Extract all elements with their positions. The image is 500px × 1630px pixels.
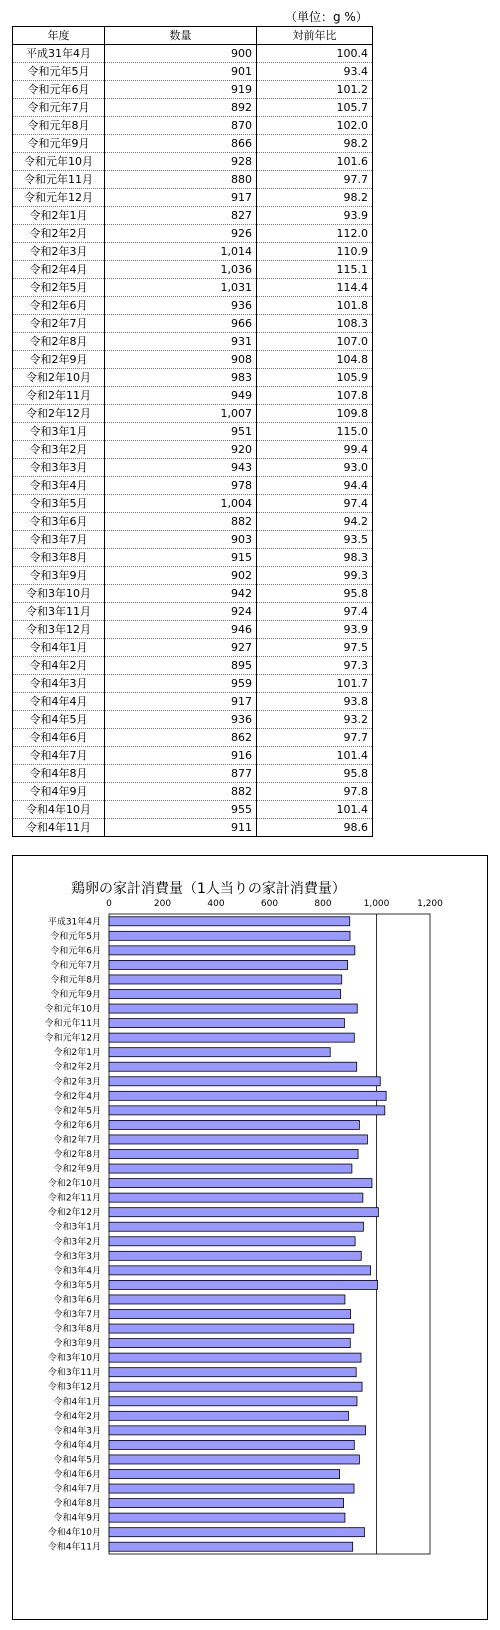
- category-label: 令和2年11月: [47, 1193, 101, 1204]
- table-row: [13, 369, 373, 387]
- category-label: 令和2年8月: [53, 1150, 101, 1160]
- table-row: [13, 675, 373, 693]
- table-row: [13, 135, 373, 153]
- bar: [109, 1382, 362, 1391]
- header-yoy-ratio: 対前年比: [257, 27, 373, 45]
- table-row: [13, 549, 373, 567]
- category-label: 令和3年6月: [53, 1295, 101, 1306]
- yoy-ratio-cell: 97.4: [257, 603, 373, 621]
- bar: [109, 1324, 354, 1333]
- category-label: 令和3年12月: [47, 1382, 101, 1393]
- quantity-cell: 983: [105, 369, 257, 387]
- quantity-cell: 882: [105, 783, 257, 801]
- table-row: [13, 729, 373, 747]
- table-row: [13, 693, 373, 711]
- category-label: 令和2年3月: [53, 1077, 101, 1088]
- bar: [109, 1048, 330, 1057]
- header-period: 年度: [13, 27, 105, 45]
- bar: [109, 1019, 344, 1028]
- bar: [109, 1091, 386, 1100]
- yoy-ratio-cell: 93.4: [257, 63, 373, 81]
- quantity-cell: 1,007: [105, 405, 257, 423]
- bar: [109, 1499, 344, 1508]
- table-row: [13, 81, 373, 99]
- yoy-ratio-cell: 93.9: [257, 621, 373, 639]
- table-row: [13, 495, 373, 513]
- quantity-cell: 917: [105, 189, 257, 207]
- period-cell: 令和3年5月: [13, 495, 105, 513]
- x-tick-label: 800: [314, 899, 332, 909]
- table-row: [13, 585, 373, 603]
- table-row: [13, 621, 373, 639]
- quantity-cell: 880: [105, 171, 257, 189]
- table-row: [13, 441, 373, 459]
- bar: [109, 960, 348, 969]
- period-cell: 令和元年10月: [13, 153, 105, 171]
- table-row: [13, 603, 373, 621]
- period-cell: 令和3年1月: [13, 423, 105, 441]
- period-cell: 令和元年7月: [13, 99, 105, 117]
- period-cell: 令和2年2月: [13, 225, 105, 243]
- data-table: [12, 26, 373, 837]
- bar: [109, 1528, 364, 1537]
- category-label: 令和2年7月: [53, 1135, 101, 1146]
- category-label: 令和2年5月: [53, 1106, 101, 1117]
- bar: [109, 1280, 378, 1289]
- quantity-cell: 917: [105, 693, 257, 711]
- period-cell: 令和3年2月: [13, 441, 105, 459]
- bar: [109, 989, 341, 998]
- category-label: 令和2年6月: [53, 1120, 101, 1131]
- period-cell: 令和3年12月: [13, 621, 105, 639]
- quantity-cell: 901: [105, 63, 257, 81]
- period-cell: 令和2年9月: [13, 351, 105, 369]
- category-label: 令和3年8月: [53, 1324, 101, 1335]
- table-row: [13, 189, 373, 207]
- yoy-ratio-cell: 105.7: [257, 99, 373, 117]
- period-cell: 令和3年10月: [13, 585, 105, 603]
- yoy-ratio-cell: 101.4: [257, 801, 373, 819]
- table-row: [13, 279, 373, 297]
- period-cell: 令和元年6月: [13, 81, 105, 99]
- unit-label: （単位：g %）: [285, 10, 368, 24]
- category-label: 令和4年5月: [53, 1455, 101, 1466]
- table-row: [13, 207, 373, 225]
- quantity-cell: 908: [105, 351, 257, 369]
- category-label: 令和2年9月: [53, 1164, 101, 1175]
- yoy-ratio-cell: 99.3: [257, 567, 373, 585]
- table-row: [13, 225, 373, 243]
- quantity-cell: 920: [105, 441, 257, 459]
- table-row: [13, 567, 373, 585]
- bar: [109, 1208, 378, 1217]
- yoy-ratio-cell: 95.8: [257, 585, 373, 603]
- yoy-ratio-cell: 101.8: [257, 297, 373, 315]
- bar: [109, 931, 350, 940]
- quantity-cell: 927: [105, 639, 257, 657]
- period-cell: 令和4年9月: [13, 783, 105, 801]
- period-cell: 令和2年6月: [13, 297, 105, 315]
- category-label: 令和4年6月: [53, 1470, 101, 1480]
- yoy-ratio-cell: 98.2: [257, 189, 373, 207]
- quantity-cell: 919: [105, 81, 257, 99]
- category-label: 令和4年9月: [53, 1513, 101, 1524]
- yoy-ratio-cell: 109.8: [257, 405, 373, 423]
- quantity-cell: 936: [105, 711, 257, 729]
- period-cell: 令和2年1月: [13, 207, 105, 225]
- category-label: 令和4年1月: [53, 1397, 101, 1408]
- yoy-ratio-cell: 101.7: [257, 675, 373, 693]
- yoy-ratio-cell: 104.8: [257, 351, 373, 369]
- table-row: [13, 297, 373, 315]
- header-quantity: 数量: [105, 27, 257, 45]
- quantity-cell: 1,014: [105, 243, 257, 261]
- category-label: 平成31年4月: [47, 917, 101, 928]
- category-label: 令和3年5月: [53, 1280, 101, 1291]
- category-label: 令和元年8月: [50, 975, 101, 986]
- bar: [109, 1411, 348, 1420]
- bar: [109, 1120, 359, 1129]
- yoy-ratio-cell: 110.9: [257, 243, 373, 261]
- category-label: 令和3年2月: [53, 1237, 101, 1248]
- category-label: 令和2年2月: [53, 1062, 101, 1073]
- table-row: [13, 171, 373, 189]
- yoy-ratio-cell: 93.0: [257, 459, 373, 477]
- period-cell: 令和2年12月: [13, 405, 105, 423]
- period-cell: 令和4年2月: [13, 657, 105, 675]
- table-row: [13, 801, 373, 819]
- quantity-cell: 966: [105, 315, 257, 333]
- quantity-cell: 1,036: [105, 261, 257, 279]
- bar: [109, 1193, 363, 1202]
- category-label: 令和4年4月: [53, 1440, 101, 1451]
- quantity-cell: 949: [105, 387, 257, 405]
- table-row: [13, 513, 373, 531]
- category-label: 令和4年10月: [47, 1528, 101, 1539]
- table-row: [13, 315, 373, 333]
- yoy-ratio-cell: 114.4: [257, 279, 373, 297]
- bar: [109, 1106, 385, 1115]
- yoy-ratio-cell: 99.4: [257, 441, 373, 459]
- quantity-cell: 862: [105, 729, 257, 747]
- table-row: [13, 657, 373, 675]
- quantity-cell: 916: [105, 747, 257, 765]
- yoy-ratio-cell: 95.8: [257, 765, 373, 783]
- quantity-cell: 936: [105, 297, 257, 315]
- category-label: 令和3年3月: [53, 1251, 101, 1262]
- period-cell: 平成31年4月: [13, 45, 105, 63]
- quantity-cell: 951: [105, 423, 257, 441]
- table-row: [13, 63, 373, 81]
- quantity-cell: 1,031: [105, 279, 257, 297]
- table-row: [13, 423, 373, 441]
- category-label: 令和3年9月: [53, 1339, 101, 1350]
- table-row: [13, 387, 373, 405]
- yoy-ratio-cell: 93.2: [257, 711, 373, 729]
- yoy-ratio-cell: 101.2: [257, 81, 373, 99]
- category-label: 令和4年7月: [53, 1484, 101, 1495]
- period-cell: 令和元年5月: [13, 63, 105, 81]
- period-cell: 令和4年7月: [13, 747, 105, 765]
- category-label: 令和元年5月: [50, 931, 101, 942]
- period-cell: 令和2年4月: [13, 261, 105, 279]
- table-row: [13, 531, 373, 549]
- period-cell: 令和4年10月: [13, 801, 105, 819]
- chart-title: 鶏卵の家計消費量（1人当りの家計消費量）: [71, 881, 346, 897]
- table-row: [13, 153, 373, 171]
- category-label: 令和4年11月: [47, 1542, 101, 1553]
- table-row: [13, 261, 373, 279]
- period-cell: 令和3年8月: [13, 549, 105, 567]
- quantity-cell: 900: [105, 45, 257, 63]
- quantity-cell: 926: [105, 225, 257, 243]
- table-row: [13, 333, 373, 351]
- yoy-ratio-cell: 107.8: [257, 387, 373, 405]
- period-cell: 令和2年11月: [13, 387, 105, 405]
- quantity-cell: 959: [105, 675, 257, 693]
- bar: [109, 1426, 366, 1435]
- bar: [109, 1237, 355, 1246]
- yoy-ratio-cell: 93.5: [257, 531, 373, 549]
- quantity-cell: 892: [105, 99, 257, 117]
- x-tick-label: 200: [153, 899, 172, 909]
- bar: [109, 1135, 367, 1144]
- table-row: [13, 477, 373, 495]
- yoy-ratio-cell: 93.9: [257, 207, 373, 225]
- x-tick-label: 1,200: [417, 899, 443, 909]
- bar: [109, 1266, 371, 1275]
- table-row: [13, 45, 373, 63]
- quantity-cell: 946: [105, 621, 257, 639]
- table-row: [13, 459, 373, 477]
- quantity-cell: 931: [105, 333, 257, 351]
- category-label: 令和3年1月: [53, 1222, 101, 1233]
- bar: [109, 946, 355, 955]
- category-label: 令和2年10月: [47, 1179, 101, 1190]
- category-label: 令和2年4月: [53, 1091, 101, 1102]
- table-row: [13, 819, 373, 837]
- x-tick-label: 400: [207, 899, 225, 909]
- quantity-cell: 955: [105, 801, 257, 819]
- yoy-ratio-cell: 97.7: [257, 729, 373, 747]
- bar: [109, 1440, 354, 1449]
- period-cell: 令和4年1月: [13, 639, 105, 657]
- bar: [109, 1077, 380, 1086]
- yoy-ratio-cell: 94.2: [257, 513, 373, 531]
- bar: [109, 1062, 357, 1071]
- yoy-ratio-cell: 97.7: [257, 171, 373, 189]
- yoy-ratio-cell: 112.0: [257, 225, 373, 243]
- yoy-ratio-cell: 108.3: [257, 315, 373, 333]
- category-label: 令和元年11月: [44, 1019, 101, 1030]
- quantity-cell: 924: [105, 603, 257, 621]
- period-cell: 令和4年3月: [13, 675, 105, 693]
- table-row: [13, 639, 373, 657]
- quantity-cell: 915: [105, 549, 257, 567]
- category-label: 令和元年9月: [50, 990, 101, 1000]
- bar: [109, 1309, 351, 1318]
- period-cell: 令和3年9月: [13, 567, 105, 585]
- bar: [109, 1484, 354, 1493]
- x-tick-label: 600: [260, 899, 279, 909]
- quantity-cell: 928: [105, 153, 257, 171]
- quantity-cell: 943: [105, 459, 257, 477]
- yoy-ratio-cell: 97.3: [257, 657, 373, 675]
- period-cell: 令和2年7月: [13, 315, 105, 333]
- period-cell: 令和4年4月: [13, 693, 105, 711]
- table-header-row: [13, 27, 373, 45]
- bar: [109, 1368, 356, 1377]
- category-label: 令和3年7月: [53, 1310, 101, 1320]
- category-label: 令和3年10月: [47, 1353, 101, 1364]
- category-label: 令和元年10月: [44, 1004, 101, 1015]
- table-row: [13, 765, 373, 783]
- quantity-cell: 882: [105, 513, 257, 531]
- bar: [109, 1397, 357, 1406]
- table-row: [13, 117, 373, 135]
- bar: [109, 1033, 354, 1042]
- period-cell: 令和3年6月: [13, 513, 105, 531]
- period-cell: 令和3年4月: [13, 477, 105, 495]
- bar: [109, 1222, 363, 1231]
- yoy-ratio-cell: 102.0: [257, 117, 373, 135]
- quantity-cell: 866: [105, 135, 257, 153]
- quantity-cell: 911: [105, 819, 257, 837]
- bar: [109, 1164, 352, 1173]
- bar: [109, 1469, 340, 1478]
- yoy-ratio-cell: 101.4: [257, 747, 373, 765]
- period-cell: 令和元年8月: [13, 117, 105, 135]
- category-label: 令和3年4月: [53, 1266, 101, 1277]
- chart-panel: [12, 855, 488, 1620]
- yoy-ratio-cell: 97.4: [257, 495, 373, 513]
- quantity-cell: 870: [105, 117, 257, 135]
- category-label: 令和4年3月: [53, 1426, 101, 1437]
- period-cell: 令和2年10月: [13, 369, 105, 387]
- yoy-ratio-cell: 115.1: [257, 261, 373, 279]
- bar: [109, 917, 350, 926]
- yoy-ratio-cell: 94.4: [257, 477, 373, 495]
- bar: [109, 1339, 350, 1348]
- bar: [109, 1542, 353, 1551]
- bar: [109, 1149, 358, 1158]
- period-cell: 令和4年6月: [13, 729, 105, 747]
- bar: [109, 1455, 359, 1464]
- quantity-cell: 827: [105, 207, 257, 225]
- yoy-ratio-cell: 98.3: [257, 549, 373, 567]
- table-row: [13, 747, 373, 765]
- category-label: 令和4年8月: [53, 1499, 101, 1510]
- yoy-ratio-cell: 115.0: [257, 423, 373, 441]
- yoy-ratio-cell: 98.6: [257, 819, 373, 837]
- table-row: [13, 405, 373, 423]
- yoy-ratio-cell: 97.8: [257, 783, 373, 801]
- yoy-ratio-cell: 105.9: [257, 369, 373, 387]
- period-cell: 令和4年5月: [13, 711, 105, 729]
- period-cell: 令和2年5月: [13, 279, 105, 297]
- period-cell: 令和元年12月: [13, 189, 105, 207]
- quantity-cell: 895: [105, 657, 257, 675]
- period-cell: 令和元年11月: [13, 171, 105, 189]
- period-cell: 令和3年7月: [13, 531, 105, 549]
- bar: [109, 1295, 345, 1304]
- quantity-cell: 942: [105, 585, 257, 603]
- period-cell: 令和2年3月: [13, 243, 105, 261]
- quantity-cell: 978: [105, 477, 257, 495]
- bar: [109, 1353, 361, 1362]
- yoy-ratio-cell: 93.8: [257, 693, 373, 711]
- table-row: [13, 351, 373, 369]
- bar-chart: [13, 856, 489, 1621]
- bar: [109, 1004, 357, 1013]
- x-tick-label: 0: [106, 899, 112, 909]
- category-label: 令和2年1月: [53, 1048, 101, 1059]
- yoy-ratio-cell: 100.4: [257, 45, 373, 63]
- category-label: 令和4年2月: [53, 1411, 101, 1422]
- quantity-cell: 902: [105, 567, 257, 585]
- x-tick-label: 1,000: [363, 899, 390, 909]
- category-label: 令和元年12月: [44, 1033, 101, 1044]
- category-label: 令和2年12月: [47, 1208, 101, 1219]
- yoy-ratio-cell: 97.5: [257, 639, 373, 657]
- period-cell: 令和4年11月: [13, 819, 105, 837]
- table-row: [13, 711, 373, 729]
- category-label: 令和元年7月: [50, 960, 101, 971]
- quantity-cell: 1,004: [105, 495, 257, 513]
- bar: [109, 975, 342, 984]
- category-label: 令和元年6月: [50, 946, 101, 957]
- table-row: [13, 99, 373, 117]
- period-cell: 令和4年8月: [13, 765, 105, 783]
- table-row: [13, 783, 373, 801]
- yoy-ratio-cell: 107.0: [257, 333, 373, 351]
- quantity-cell: 877: [105, 765, 257, 783]
- table-row: [13, 243, 373, 261]
- period-cell: 令和2年8月: [13, 333, 105, 351]
- period-cell: 令和元年9月: [13, 135, 105, 153]
- bar: [109, 1251, 361, 1260]
- bar: [109, 1179, 372, 1188]
- bar: [109, 1513, 345, 1522]
- period-cell: 令和3年11月: [13, 603, 105, 621]
- period-cell: 令和3年3月: [13, 459, 105, 477]
- yoy-ratio-cell: 98.2: [257, 135, 373, 153]
- quantity-cell: 903: [105, 531, 257, 549]
- yoy-ratio-cell: 101.6: [257, 153, 373, 171]
- category-label: 令和3年11月: [47, 1368, 101, 1379]
